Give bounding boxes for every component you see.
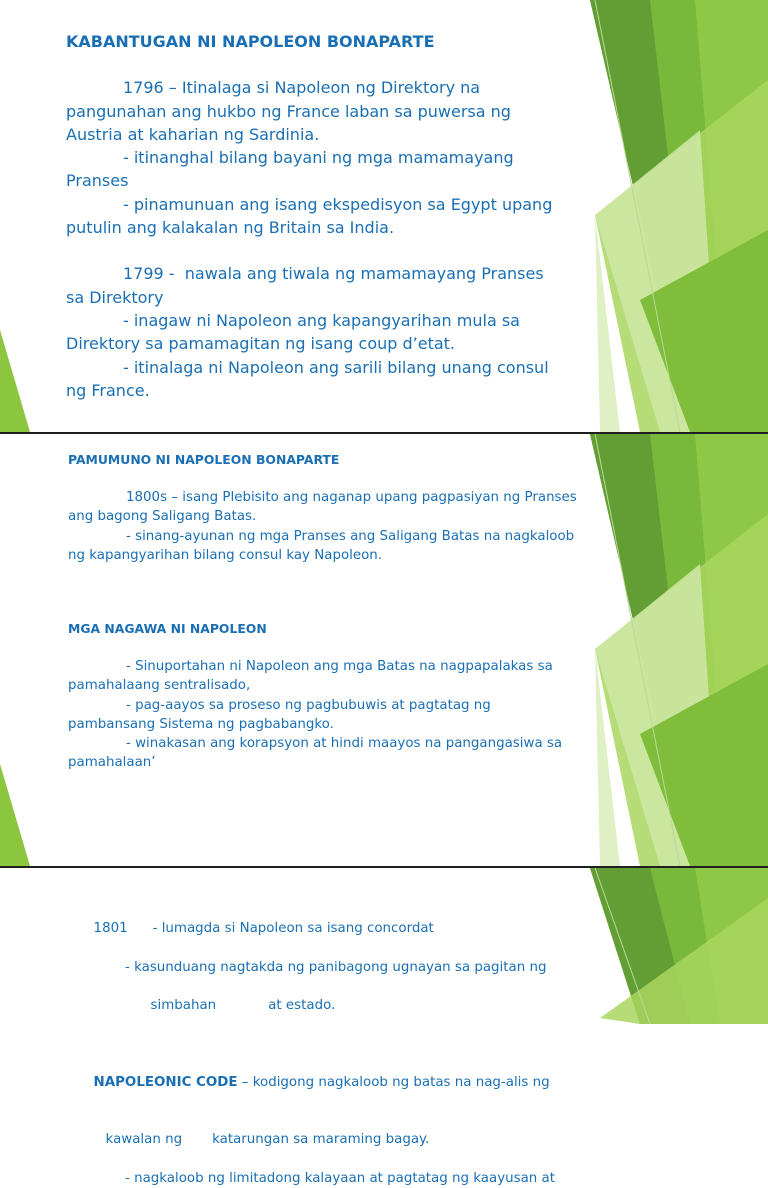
text-line: - pag-aayos sa proseso ng pagbubuwis at pagtatag ng: [126, 697, 491, 713]
text-line: - itinalaga ni Napoleon ang sarili bilang unang consul: [123, 357, 549, 377]
text-line: Pranses: [66, 171, 129, 191]
napoleonic-code-label: NAPOLEONIC CODE: [93, 1074, 238, 1090]
text-line: pambansang Sistema ng pagbabangko.: [68, 716, 334, 732]
slide-3: [0, 868, 768, 1186]
text-line: simbahan: [150, 998, 217, 1014]
text-line: pamahalaan’: [68, 755, 156, 771]
slide-2-text: [68, 450, 592, 772]
text-line: - inagaw ni Napoleon ang kapangyarihan mula sa: [123, 310, 520, 330]
text-line: - itinanghal bilang bayani ng mga mamamayang: [123, 148, 514, 168]
text-line: at estado.: [268, 998, 336, 1014]
text-line: - sinang-ayunan ng mga Pranses ang Saligang Batas na nagkaloob: [126, 528, 575, 544]
text-line: ng kapangyarihan bilang consul kay Napoleon.: [68, 547, 383, 563]
text-line: - lumagda si Napoleon sa isang concordat: [152, 921, 434, 937]
text-line: ang bagong Saligang Batas.: [68, 509, 257, 525]
text-line: pamahalaang sentralisado,: [68, 678, 251, 694]
slide-title: KABANTUGAN NI NAPOLEON BONAPARTE: [66, 32, 435, 51]
text-line: ng France.: [66, 380, 150, 400]
text-line: kawalan ng: [105, 1132, 183, 1148]
text-line: pangunahan ang hukbo ng France laban sa puwersa ng: [66, 101, 511, 121]
text-line: Austria at kaharian ng Sardinia.: [66, 124, 320, 144]
text-line: sa Direktory: [66, 287, 164, 307]
section-title: MGA NAGAWA NI NAPOLEON: [68, 621, 267, 637]
slide-1-text: [66, 30, 590, 402]
text-line: - Sinuportahan ni Napoleon ang mga Batas na nagpapalakas sa: [126, 659, 553, 675]
text-line: - nagkaloob ng limitadong kalayaan at pagtatag ng kaayusan at: [125, 1170, 555, 1186]
text-line: 1796 – Itinalaga si Napoleon ng Direktory na: [123, 78, 481, 98]
slide-title: PAMUMUNO NI NAPOLEON BONAPARTE: [68, 452, 340, 467]
year-label: 1801: [93, 921, 128, 937]
text-line: - pinamunuan ang isang ekspedisyon sa Egypt upang: [123, 194, 553, 214]
text-line: - kasunduang nagtakda ng panibagong ugnayan sa pagitan ng: [125, 959, 547, 975]
text-line: - winakasan ang korapsyon at hindi maayos na pangangasiwa sa: [126, 736, 563, 752]
text-line: katarungan sa maraming bagay.: [212, 1132, 430, 1148]
text-line: 1800s – isang Plebisito ang naganap upang pagpasiyan ng Pranses: [126, 490, 577, 506]
slide-3-text: [68, 900, 592, 1188]
text-line: putulin ang kalakalan ng Britain sa India.: [66, 218, 395, 238]
text-line: 1799 - nawala ang tiwala ng mamamayang Pranses: [123, 264, 544, 284]
slide-1: [0, 0, 768, 432]
text-line: Direktory sa pamamagitan ng isang coup d’etat.: [66, 334, 456, 354]
slide-2: [0, 434, 768, 866]
text-line: – kodigong nagkaloob ng batas na nag-alis ng: [237, 1074, 550, 1090]
